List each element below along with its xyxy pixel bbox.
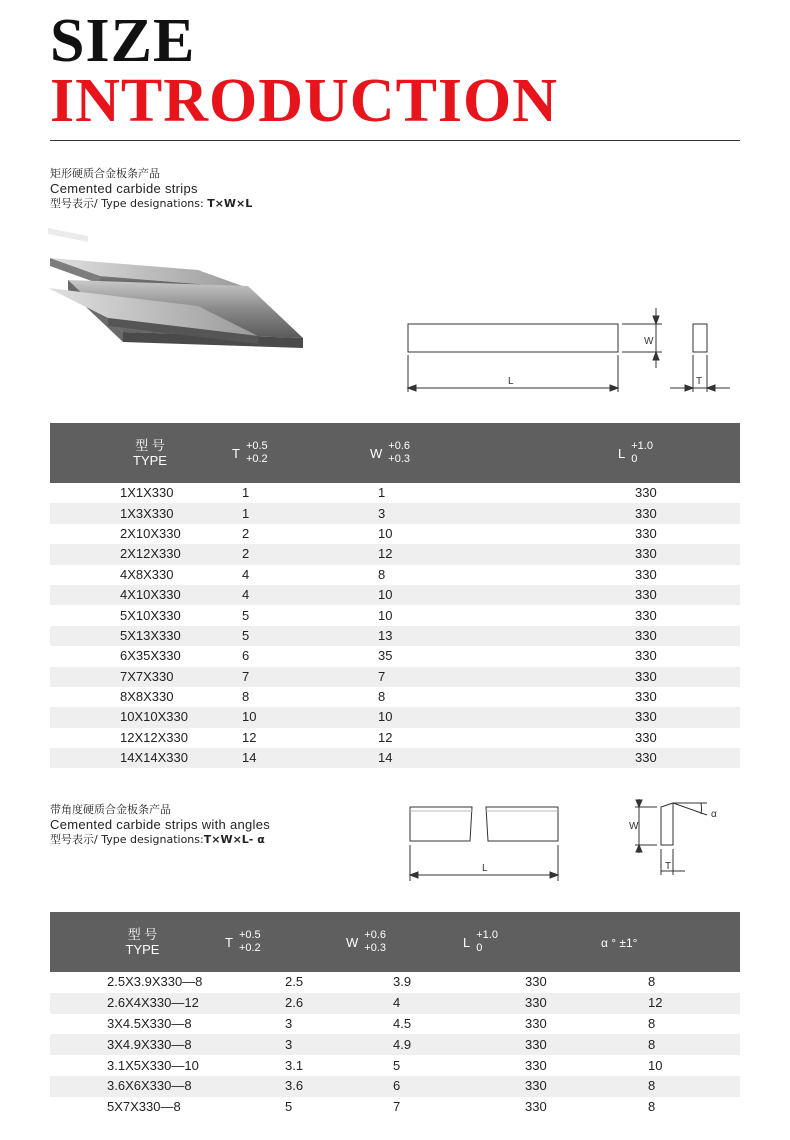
cell-t: 2 — [242, 525, 250, 541]
cell-l: 330 — [635, 607, 657, 623]
cell-type: 4X8X330 — [120, 566, 174, 582]
table-row — [50, 544, 740, 564]
cell-type: 1X3X330 — [120, 505, 174, 521]
cell-w: 4 — [393, 995, 401, 1011]
title-introduction: INTRODUCTION — [50, 67, 559, 135]
cell-t: 7 — [242, 668, 250, 684]
table-angled-strips — [50, 912, 740, 1118]
table-row — [50, 972, 740, 993]
col-l: L +1.0 0 — [618, 440, 653, 465]
section2-caption — [50, 802, 270, 847]
cell-w: 4.5 — [393, 1015, 412, 1031]
cell-l: 330 — [525, 1057, 547, 1073]
table-row — [50, 1014, 740, 1035]
cell-w: 3 — [378, 505, 386, 521]
col-w: W +0.6 +0.3 — [370, 440, 410, 465]
cell-type: 5X7X330—8 — [107, 1099, 181, 1115]
cell-angle: 8 — [648, 974, 656, 990]
cell-w: 3.9 — [393, 974, 412, 990]
table-row — [50, 524, 740, 544]
cell-type: 7X7X330 — [120, 668, 174, 684]
cell-l: 330 — [635, 668, 657, 684]
cell-t: 3.6 — [285, 1078, 304, 1094]
cell-l: 330 — [635, 709, 657, 725]
angled-strip-profile-diagram — [615, 795, 735, 885]
cell-l: 330 — [635, 729, 657, 745]
cell-w: 8 — [378, 566, 386, 582]
cell-type: 1X1X330 — [120, 485, 174, 501]
cell-l: 330 — [635, 505, 657, 521]
diagram1-t-label: T — [696, 376, 703, 387]
section1-designation-prefix: 型号表示/ Type designations: — [50, 197, 208, 210]
cell-w: 7 — [378, 668, 386, 684]
cell-t: 5 — [242, 627, 250, 643]
cell-type: 2.6X4X330—12 — [107, 995, 199, 1011]
cell-w: 4.9 — [393, 1036, 412, 1052]
cell-type: 14X14X330 — [120, 750, 188, 766]
cell-angle: 12 — [648, 995, 663, 1011]
table-strips-header — [50, 423, 740, 483]
cell-w: 12 — [378, 729, 393, 745]
cell-t: 12 — [242, 729, 257, 745]
table-strips — [50, 423, 740, 768]
diagram2-w-label: W — [629, 821, 639, 832]
cell-l: 330 — [635, 750, 657, 766]
title-size: SIZE — [50, 7, 196, 75]
cell-t: 2.6 — [285, 995, 304, 1011]
cell-l: 330 — [525, 1036, 547, 1052]
cell-l: 330 — [635, 485, 657, 501]
cell-l: 330 — [635, 689, 657, 705]
cell-type: 4X10X330 — [120, 587, 181, 603]
table-row — [50, 646, 740, 666]
table-row — [50, 728, 740, 748]
cell-angle: 8 — [648, 1078, 656, 1094]
cell-t: 5 — [242, 607, 250, 623]
col2-l: L +1.0 0 — [463, 929, 498, 954]
title-divider — [50, 140, 740, 141]
table-row — [50, 1055, 740, 1076]
cell-w: 35 — [378, 648, 393, 664]
table-row — [50, 483, 740, 503]
cell-type: 8X8X330 — [120, 689, 174, 705]
cell-l: 330 — [525, 974, 547, 990]
cell-w: 10 — [378, 709, 393, 725]
table-row — [50, 585, 740, 605]
cell-t: 3 — [285, 1036, 293, 1052]
cell-w: 10 — [378, 587, 393, 603]
cell-t: 1 — [242, 505, 250, 521]
cell-angle: 8 — [648, 1036, 656, 1052]
cell-type: 3.6X6X330—8 — [107, 1078, 192, 1094]
table-row — [50, 626, 740, 646]
cell-t: 2.5 — [285, 974, 304, 990]
cell-l: 330 — [635, 566, 657, 582]
section1-caption — [50, 166, 252, 211]
cell-t: 3.1 — [285, 1057, 304, 1073]
diagram2-l-label: L — [482, 863, 488, 874]
cell-angle: 10 — [648, 1057, 663, 1073]
cell-angle: 8 — [648, 1099, 656, 1115]
section1-caption-zh: 矩形硬质合金板条产品 — [50, 167, 160, 180]
cell-l: 330 — [525, 1015, 547, 1031]
cell-type: 3X4.9X330—8 — [107, 1036, 192, 1052]
cell-t: 8 — [242, 689, 250, 705]
table-row — [50, 503, 740, 523]
cell-t: 10 — [242, 709, 257, 725]
cell-l: 330 — [635, 627, 657, 643]
cell-l: 330 — [635, 648, 657, 664]
col2-type: 型 号 TYPE — [125, 927, 160, 957]
cell-w: 7 — [393, 1099, 401, 1115]
cell-l: 330 — [635, 525, 657, 541]
cell-w: 12 — [378, 546, 393, 562]
cell-type: 2X12X330 — [120, 546, 181, 562]
cell-t: 4 — [242, 566, 250, 582]
cell-type: 12X12X330 — [120, 729, 188, 745]
cell-t: 1 — [242, 485, 250, 501]
table-row — [50, 565, 740, 585]
table-row — [50, 1097, 740, 1118]
cell-type: 10X10X330 — [120, 709, 188, 725]
cell-l: 330 — [525, 1078, 547, 1094]
diagram1-l-label: L — [508, 376, 514, 387]
cell-type: 2X10X330 — [120, 525, 181, 541]
cell-t: 6 — [242, 648, 250, 664]
col2-angle: α ° ±1° — [601, 935, 638, 950]
cell-type: 3.1X5X330—10 — [107, 1057, 199, 1073]
cell-w: 10 — [378, 607, 393, 623]
cell-l: 330 — [635, 546, 657, 562]
table-row — [50, 667, 740, 687]
cell-angle: 8 — [648, 1015, 656, 1031]
cell-w: 8 — [378, 689, 386, 705]
section2-designation-formula: T×W×L- α — [203, 833, 265, 846]
diagram1-w-label: W — [644, 336, 654, 347]
cell-t: 14 — [242, 750, 257, 766]
cell-l: 330 — [525, 995, 547, 1011]
section2-designation-prefix: 型号表示/ Type designations: — [50, 833, 204, 846]
cell-t: 3 — [285, 1015, 293, 1031]
cell-type: 5X10X330 — [120, 607, 181, 623]
table-row — [50, 605, 740, 625]
table-row — [50, 993, 740, 1014]
cell-type: 5X13X330 — [120, 627, 181, 643]
section1-caption-en: Cemented carbide strips — [50, 181, 198, 196]
table-row — [50, 1076, 740, 1097]
cell-w: 6 — [393, 1078, 401, 1094]
cell-type: 3X4.5X330—8 — [107, 1015, 192, 1031]
cell-w: 10 — [378, 525, 393, 541]
angled-strip-side-diagram — [400, 795, 570, 885]
table-row — [50, 707, 740, 727]
col-type: 型 号 TYPE — [133, 438, 167, 468]
col2-w: W +0.6 +0.3 — [346, 929, 386, 954]
cell-t: 2 — [242, 546, 250, 562]
table-row — [50, 687, 740, 707]
cell-w: 5 — [393, 1057, 401, 1073]
cell-l: 330 — [635, 587, 657, 603]
cell-w: 13 — [378, 627, 393, 643]
table-row — [50, 1034, 740, 1055]
section1-designation-formula: T×W×L — [207, 197, 253, 210]
section2-caption-zh: 带角度硬质合金板条产品 — [50, 803, 171, 816]
table-row — [50, 748, 740, 768]
cell-w: 14 — [378, 750, 393, 766]
cell-l: 330 — [525, 1099, 547, 1115]
section2-caption-en: Cemented carbide strips with angles — [50, 817, 271, 832]
cell-t: 5 — [285, 1099, 293, 1115]
diagram2-alpha-label: α — [711, 809, 717, 820]
col-t: T +0.5 +0.2 — [232, 440, 268, 465]
strip-dimension-diagram — [400, 300, 750, 405]
diagram2-t-label: T — [665, 861, 672, 872]
cell-w: 1 — [378, 485, 386, 501]
cell-t: 4 — [242, 587, 250, 603]
col2-t: T +0.5 +0.2 — [225, 929, 261, 954]
cell-type: 6X35X330 — [120, 648, 181, 664]
carbide-strips-photo — [48, 218, 308, 408]
table-angled-header — [50, 912, 740, 972]
cell-type: 2.5X3.9X330—8 — [107, 974, 203, 990]
